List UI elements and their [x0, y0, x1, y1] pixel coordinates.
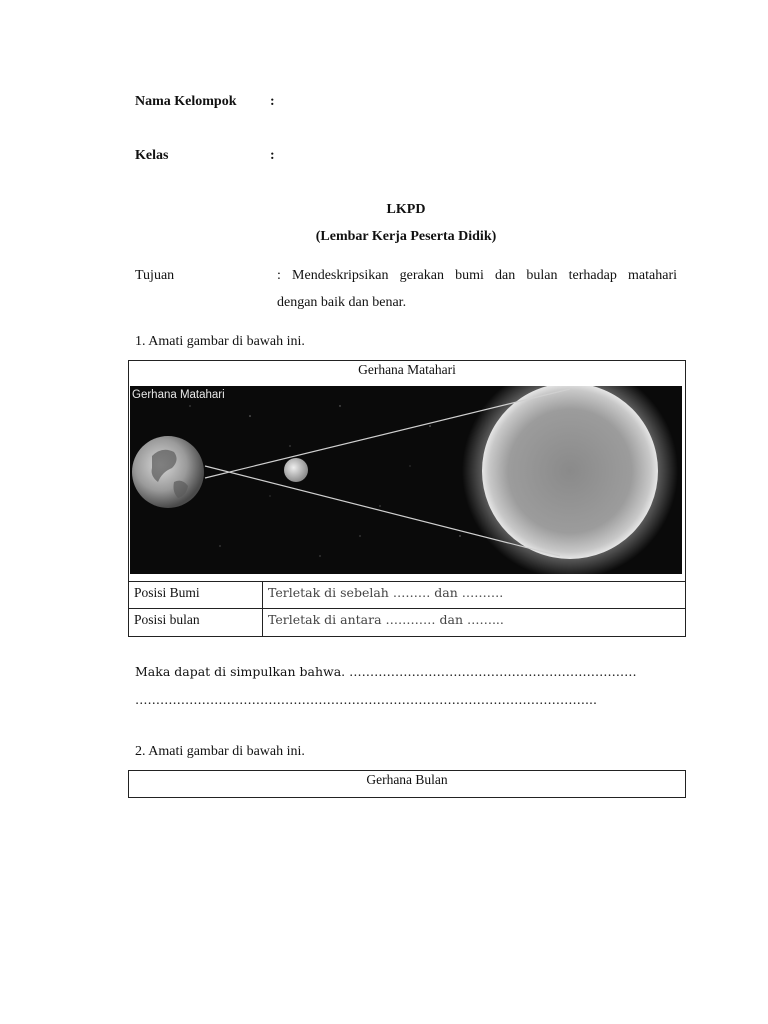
group-name-label: Nama Kelompok — [135, 94, 237, 109]
class-label: Kelas — [135, 148, 169, 163]
conclusion-line-2: ………………………………………………………………………………………………... — [135, 692, 597, 707]
stars — [189, 405, 460, 556]
objective-line-2: dengan baik dan benar. — [277, 295, 407, 310]
class-colon: : — [270, 148, 275, 163]
question-2-instruction: 2. Amati gambar di bawah ini. — [135, 744, 305, 759]
earth-position-label: Posisi Bumi — [134, 585, 200, 600]
solar-eclipse-illustration — [130, 386, 682, 574]
lunar-eclipse-box-title: Gerhana Bulan — [366, 772, 448, 787]
group-name-colon: : — [270, 94, 275, 109]
moon-position-answer: Terletak di antara ………… dan ……... — [268, 612, 504, 627]
moon — [284, 458, 308, 482]
question-1-instruction: 1. Amati gambar di bawah ini. — [135, 334, 305, 349]
image-caption: Gerhana Matahari — [132, 389, 225, 401]
objective-line-1: : Mendeskripsikan gerakan bumi dan bulan terhadap matahari — [277, 268, 677, 283]
conclusion-line-1: Maka dapat di simpulkan bahwa. …………………………………………………………… — [135, 664, 637, 679]
objective-label: Tujuan — [135, 268, 175, 283]
sun — [482, 386, 658, 559]
moon-position-label: Posisi bulan — [134, 612, 200, 627]
solar-eclipse-box-title: Gerhana Matahari — [358, 362, 456, 377]
earth-position-answer: Terletak di sebelah ……… dan ………. — [268, 585, 504, 600]
solar-eclipse-image — [130, 386, 682, 574]
document-subtitle: (Lembar Kerja Peserta Didik) — [315, 229, 497, 244]
earth — [132, 436, 204, 508]
document-title: LKPD — [386, 202, 426, 217]
